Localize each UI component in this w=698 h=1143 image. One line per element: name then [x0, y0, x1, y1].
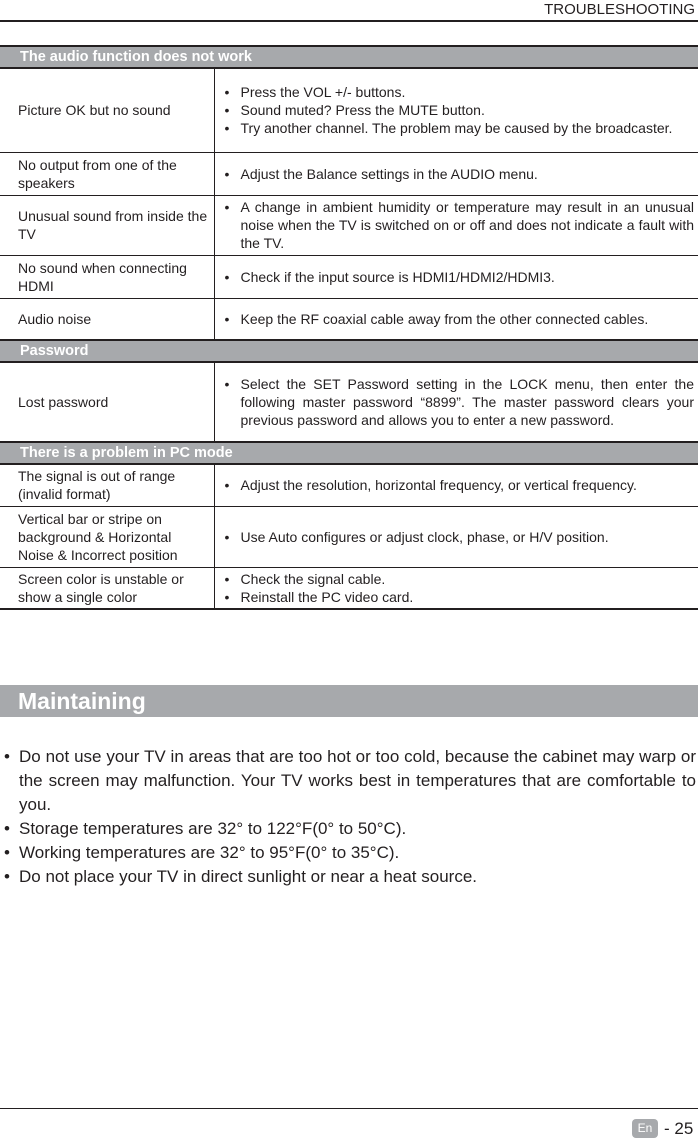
solution-item: • Reinstall the PC video card.: [225, 588, 695, 606]
solution-item: • Adjust the Balance settings in the AUDIO menu.: [225, 165, 695, 183]
list-item: • Storage temperatures are 32° to 122°F(0° to 50°C).: [4, 817, 696, 841]
solution-item: • Press the VOL +/- buttons.: [225, 83, 695, 101]
language-badge: En: [632, 1119, 658, 1138]
solution-item: • Check the signal cable.: [225, 570, 695, 588]
problem-cell: Picture OK but no sound: [0, 68, 214, 152]
table-row: [0, 567, 698, 609]
solution-item: • A change in ambient humidity or temperature may result in an unusual noise when the TV is switched on or off and does not indicate a fault with the TV.: [225, 198, 695, 252]
solution-cell: [214, 152, 698, 195]
solution-cell: [214, 195, 698, 255]
footer-divider: [0, 1108, 698, 1109]
maintaining-list: [4, 745, 696, 889]
problem-cell: No output from one of the speakers: [0, 152, 214, 195]
solution-cell: [214, 362, 698, 442]
list-item: • Working temperatures are 32° to 95°F(0° to 35°C).: [4, 841, 696, 865]
problem-cell: Unusual sound from inside the TV: [0, 195, 214, 255]
troubleshooting-table: [0, 45, 698, 610]
solution-cell: [214, 464, 698, 506]
maintaining-heading: Maintaining: [0, 685, 698, 717]
section-header-audio: [0, 46, 698, 68]
section-title: There is a problem in PC mode: [0, 442, 698, 464]
solution-item: • Sound muted? Press the MUTE button.: [225, 101, 695, 119]
solution-item: • Select the SET Password setting in the LOCK menu, then enter the following master password “8899”. The master password clears your previous password and allows you to enter a new password.: [225, 375, 695, 429]
problem-cell: Audio noise: [0, 298, 214, 340]
table-row: [0, 68, 698, 152]
table-row: [0, 298, 698, 340]
problem-cell: Screen color is unstable or show a single color: [0, 567, 214, 609]
problem-cell: No sound when connecting HDMI: [0, 255, 214, 298]
list-item: • Do not place your TV in direct sunlight or near a heat source.: [4, 865, 696, 889]
list-item: • Do not use your TV in areas that are too hot or too cold, because the cabinet may warp or the screen may malfunction. Your TV works best in temperatures that are comfortable to you.: [4, 745, 696, 817]
solution-item: • Use Auto configures or adjust clock, phase, or H/V position.: [225, 528, 695, 546]
table-row: [0, 255, 698, 298]
page-number: - 25: [664, 1119, 694, 1138]
section-title: Password: [0, 340, 698, 362]
page-header-title: TROUBLESHOOTING: [544, 1, 695, 18]
problem-cell: Lost password: [0, 362, 214, 442]
problem-cell: Vertical bar or stripe on background & Horizontal Noise & Incorrect position: [0, 506, 214, 567]
table-row: [0, 464, 698, 506]
problem-cell: The signal is out of range (invalid format): [0, 464, 214, 506]
solution-cell: [214, 68, 698, 152]
section-header-pc-mode: [0, 442, 698, 464]
solution-item: • Keep the RF coaxial cable away from the other connected cables.: [225, 310, 695, 328]
solution-cell: [214, 567, 698, 609]
solution-item: • Adjust the resolution, horizontal frequency, or vertical frequency.: [225, 476, 695, 494]
solution-cell: [214, 298, 698, 340]
solution-item: • Try another channel. The problem may be caused by the broadcaster.: [225, 119, 695, 137]
solution-cell: [214, 255, 698, 298]
section-title: The audio function does not work: [0, 46, 698, 68]
solution-cell: [214, 506, 698, 567]
solution-item: • Check if the input source is HDMI1/HDMI2/HDMI3.: [225, 268, 695, 286]
section-header-password: [0, 340, 698, 362]
table-row: [0, 362, 698, 442]
table-row: [0, 152, 698, 195]
header-divider: [0, 20, 698, 22]
table-row: [0, 506, 698, 567]
table-row: [0, 195, 698, 255]
